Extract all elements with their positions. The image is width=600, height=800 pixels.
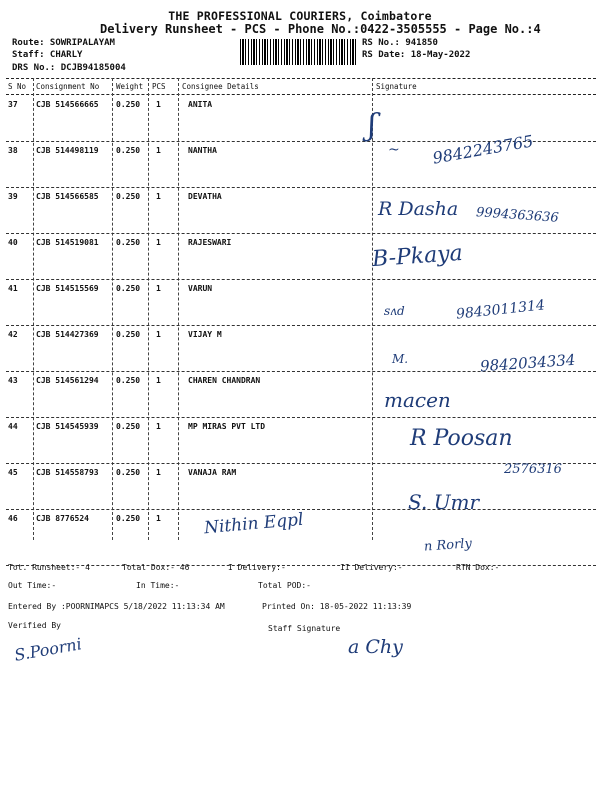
staff-signature: a Chy <box>348 636 403 658</box>
row-consignment: CJB 514561294 <box>36 376 99 385</box>
rtn-dox: RTN Dox:- <box>456 563 500 572</box>
table-row <box>0 372 600 418</box>
row-consignment: CJB 514566665 <box>36 100 99 109</box>
handwritten-phone: 9842243765 <box>431 131 535 168</box>
row-consignee: VANAJA RAM <box>188 468 237 477</box>
out-time: Out Time:- <box>8 581 57 590</box>
staff-label: Staff: CHARLY <box>12 50 83 60</box>
col-weight: Weight <box>116 82 144 91</box>
row-pcs: 1 <box>156 100 161 109</box>
printed-on: Printed On: 18-05-2022 11:13:39 <box>262 602 412 611</box>
staff-signature-label: Staff Signature <box>268 624 341 633</box>
header-bottom-rule <box>6 94 596 95</box>
row-weight: 0.250 <box>116 284 141 293</box>
row-consignee: VIJAY M <box>188 330 222 339</box>
row-separator <box>6 565 596 566</box>
row-sno: 40 <box>8 238 18 247</box>
row-consignment: CJB 514498119 <box>36 146 99 155</box>
row-pcs: 1 <box>156 192 161 201</box>
total-runsheet: Tot. Runsheet:- 4 <box>8 563 90 572</box>
row-pcs: 1 <box>156 514 161 523</box>
handwritten-signature: macen <box>384 388 451 412</box>
row-consignment: CJB 514427369 <box>36 330 99 339</box>
row-weight: 0.250 <box>116 100 141 109</box>
row-consignee: ANITA <box>188 100 213 109</box>
row-sno: 37 <box>8 100 18 109</box>
row-pcs: 1 <box>156 376 161 385</box>
row-consignee: VARUN <box>188 284 213 293</box>
row-consignment: CJB 514545939 <box>36 422 99 431</box>
row-sno: 45 <box>8 468 18 477</box>
row-sno: 42 <box>8 330 18 339</box>
drs-number: DRS No.: DCJB94185004 <box>12 63 126 73</box>
row-sno: 46 <box>8 514 18 523</box>
row-weight: 0.250 <box>116 330 141 339</box>
entered-by: Entered By :POORNIMAPCS 5/18/2022 11:13:34 AM <box>8 602 225 611</box>
handwritten-signature: B-Pkaya <box>371 240 464 273</box>
handwritten-phone: 9843011314 <box>455 297 546 323</box>
col-consignee: Consignee Details <box>182 82 259 91</box>
handwritten-phone: 9842034334 <box>479 350 576 376</box>
row-sno: 43 <box>8 376 18 385</box>
row-weight: 0.250 <box>116 514 141 523</box>
row-pcs: 1 <box>156 238 161 247</box>
row-sno: 38 <box>8 146 18 155</box>
table-row <box>0 234 600 280</box>
row-pcs: 1 <box>156 284 161 293</box>
rs-number: RS No.: 941850 <box>362 38 438 48</box>
col-consignment: Consignment No <box>36 82 100 91</box>
in-time: In Time:- <box>136 581 180 590</box>
handwritten-signature: ꜱʌd <box>384 304 405 318</box>
handwritten-signature: S. Umr <box>408 490 480 514</box>
handwritten-signature: ʃ <box>368 108 377 143</box>
row-consignee: RAJESWARI <box>188 238 232 247</box>
col-sno: S No <box>8 82 27 91</box>
row-consignment: CJB 514566585 <box>36 192 99 201</box>
verified-by-label: Verified By <box>8 621 61 630</box>
handwritten-phone: 2576316 <box>504 462 562 477</box>
total-pod: Total POD:- <box>258 581 311 590</box>
handwritten-signature: M. <box>392 352 409 366</box>
handwritten-signature: ~ <box>388 142 400 158</box>
row-consignee: CHAREN CHANDRAN <box>188 376 261 385</box>
row-pcs: 1 <box>156 330 161 339</box>
header-top-rule <box>6 78 596 79</box>
row-consignment: CJB 514558793 <box>36 468 99 477</box>
total-dox: Total Dox:- 46 <box>122 563 190 572</box>
route-label: Route: SOWRIPALAYAM <box>12 38 115 48</box>
row-weight: 0.250 <box>116 146 141 155</box>
runsheet-title: Delivery Runsheet - PCS - Phone No.:0422-3505555 - Page No.:4 <box>100 22 541 36</box>
rs-date: RS Date: 18-May-2022 <box>362 50 471 60</box>
row-pcs: 1 <box>156 468 161 477</box>
row-weight: 0.250 <box>116 192 141 201</box>
handwritten-signature: R Poosan <box>410 426 513 451</box>
row-sno: 44 <box>8 422 18 431</box>
handwritten-signature: Nithin Eqpl <box>203 509 305 539</box>
row-weight: 0.250 <box>116 422 141 431</box>
row-weight: 0.250 <box>116 238 141 247</box>
row-pcs: 1 <box>156 422 161 431</box>
row-consignment: CJB 514515569 <box>36 284 99 293</box>
company-title: THE PROFESSIONAL COURIERS, Coimbatore <box>168 9 432 23</box>
row-sno: 41 <box>8 284 18 293</box>
row-sno: 39 <box>8 192 18 201</box>
handwritten-signature: n Rorly <box>423 536 473 555</box>
col-signature: Signature <box>376 82 417 91</box>
handwritten-phone: 9994363636 <box>475 205 560 226</box>
col-pcs: PCS <box>152 82 166 91</box>
row-consignee: MP MIRAS PVT LTD <box>188 422 266 431</box>
ii-delivery: II Delivery:- <box>340 563 403 572</box>
handwritten-signature: R Dasha <box>378 198 459 220</box>
i-delivery: I Delivery:- <box>228 563 286 572</box>
verified-signature: S.Poorni <box>12 634 84 665</box>
row-consignment: CJB 514519081 <box>36 238 99 247</box>
row-pcs: 1 <box>156 146 161 155</box>
row-consignee: DEVATHA <box>188 192 222 201</box>
row-consignee: NANTHA <box>188 146 217 155</box>
row-consignment: CJB 8776524 <box>36 514 89 523</box>
row-weight: 0.250 <box>116 468 141 477</box>
row-weight: 0.250 <box>116 376 141 385</box>
runsheet-barcode <box>240 39 358 65</box>
